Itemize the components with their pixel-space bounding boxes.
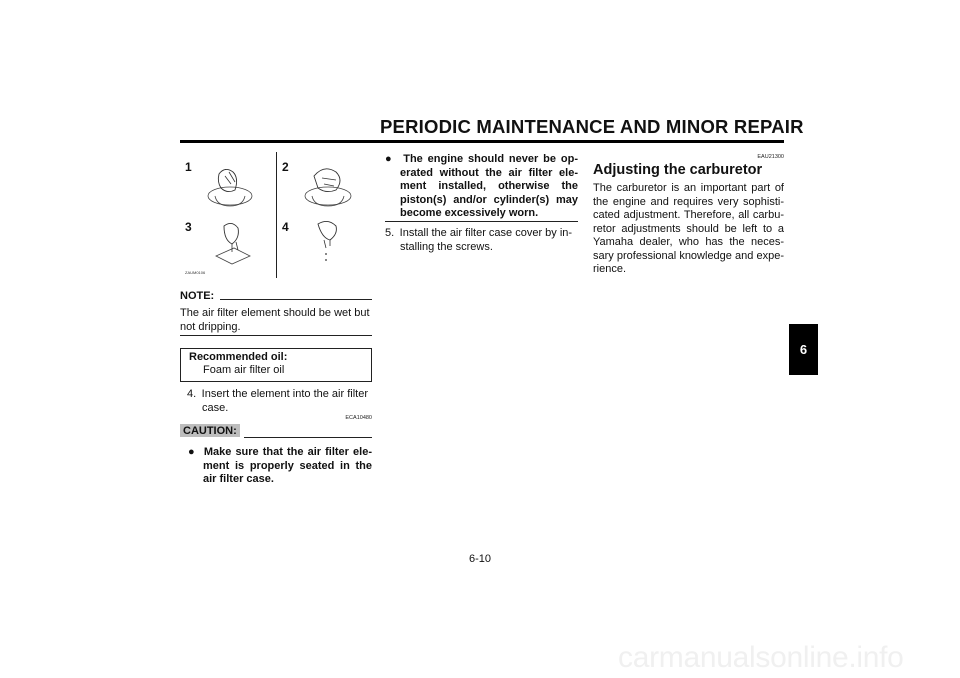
figure-label-4: 4 <box>282 220 289 234</box>
carburetor-text: The carburetor is an important part of the engine and requires very sophisti-cated adjustment. Therefore, all carbu-retor adjustments should be left to a Yamaha dealer, who has the neces-sary professional knowledge and expe-rience. <box>593 182 784 275</box>
recommended-oil-value: Foam air filter oil <box>203 364 285 376</box>
caution-bullet-1-text: Make sure that the air filter ele-ment is properly seated in the air filter case. <box>203 446 372 485</box>
caution-end-rule <box>385 221 578 222</box>
caution-bullet-2 <box>385 153 578 221</box>
chapter-tab: 6 <box>789 324 818 375</box>
caution-code: ECA10480 <box>345 415 372 421</box>
wring-element-illustration <box>302 156 354 211</box>
dripping-element-illustration <box>308 216 348 270</box>
caution-label: CAUTION: <box>180 424 240 437</box>
watermark: carmanualsonline.info <box>618 641 904 674</box>
note-label: NOTE: <box>180 290 215 302</box>
note-text: The air filter element should be wet but not dripping. <box>180 307 370 333</box>
carburetor-heading: Adjusting the carburetor <box>593 162 763 178</box>
note-end-rule <box>180 335 372 336</box>
squeeze-hands-illustration <box>205 156 255 211</box>
step-5: 5. Install the air filter case cover by in-stalling the screws. <box>385 227 573 253</box>
caution-bullet-1 <box>188 446 372 487</box>
step-4: 4. Insert the element into the air filter case. <box>187 388 368 414</box>
air-filter-figure <box>180 150 372 278</box>
figure-code: ZAUM0106 <box>185 270 206 275</box>
caution-rule <box>244 437 372 438</box>
bullet-dot-icon: ● <box>385 153 404 165</box>
figure-divider <box>276 152 277 278</box>
figure-label-3: 3 <box>185 220 192 234</box>
title-rule <box>180 140 784 143</box>
page-title: PERIODIC MAINTENANCE AND MINOR REPAIR <box>380 116 804 137</box>
page-number: 6-10 <box>468 553 492 565</box>
recommended-oil-title: Recommended oil: <box>189 351 288 363</box>
note-rule <box>220 299 372 300</box>
section-code: EAU21300 <box>757 154 784 160</box>
bullet-dot-icon: ● <box>188 446 204 458</box>
oil-application-illustration <box>210 216 256 270</box>
figure-label-1: 1 <box>185 160 192 174</box>
figure-label-2: 2 <box>282 160 289 174</box>
caution-bullet-2-text: The engine should never be op-erated without the air filter ele-ment installed, otherwise the piston(s) and/or cylinder(s) may become excessively worn. <box>400 153 578 219</box>
